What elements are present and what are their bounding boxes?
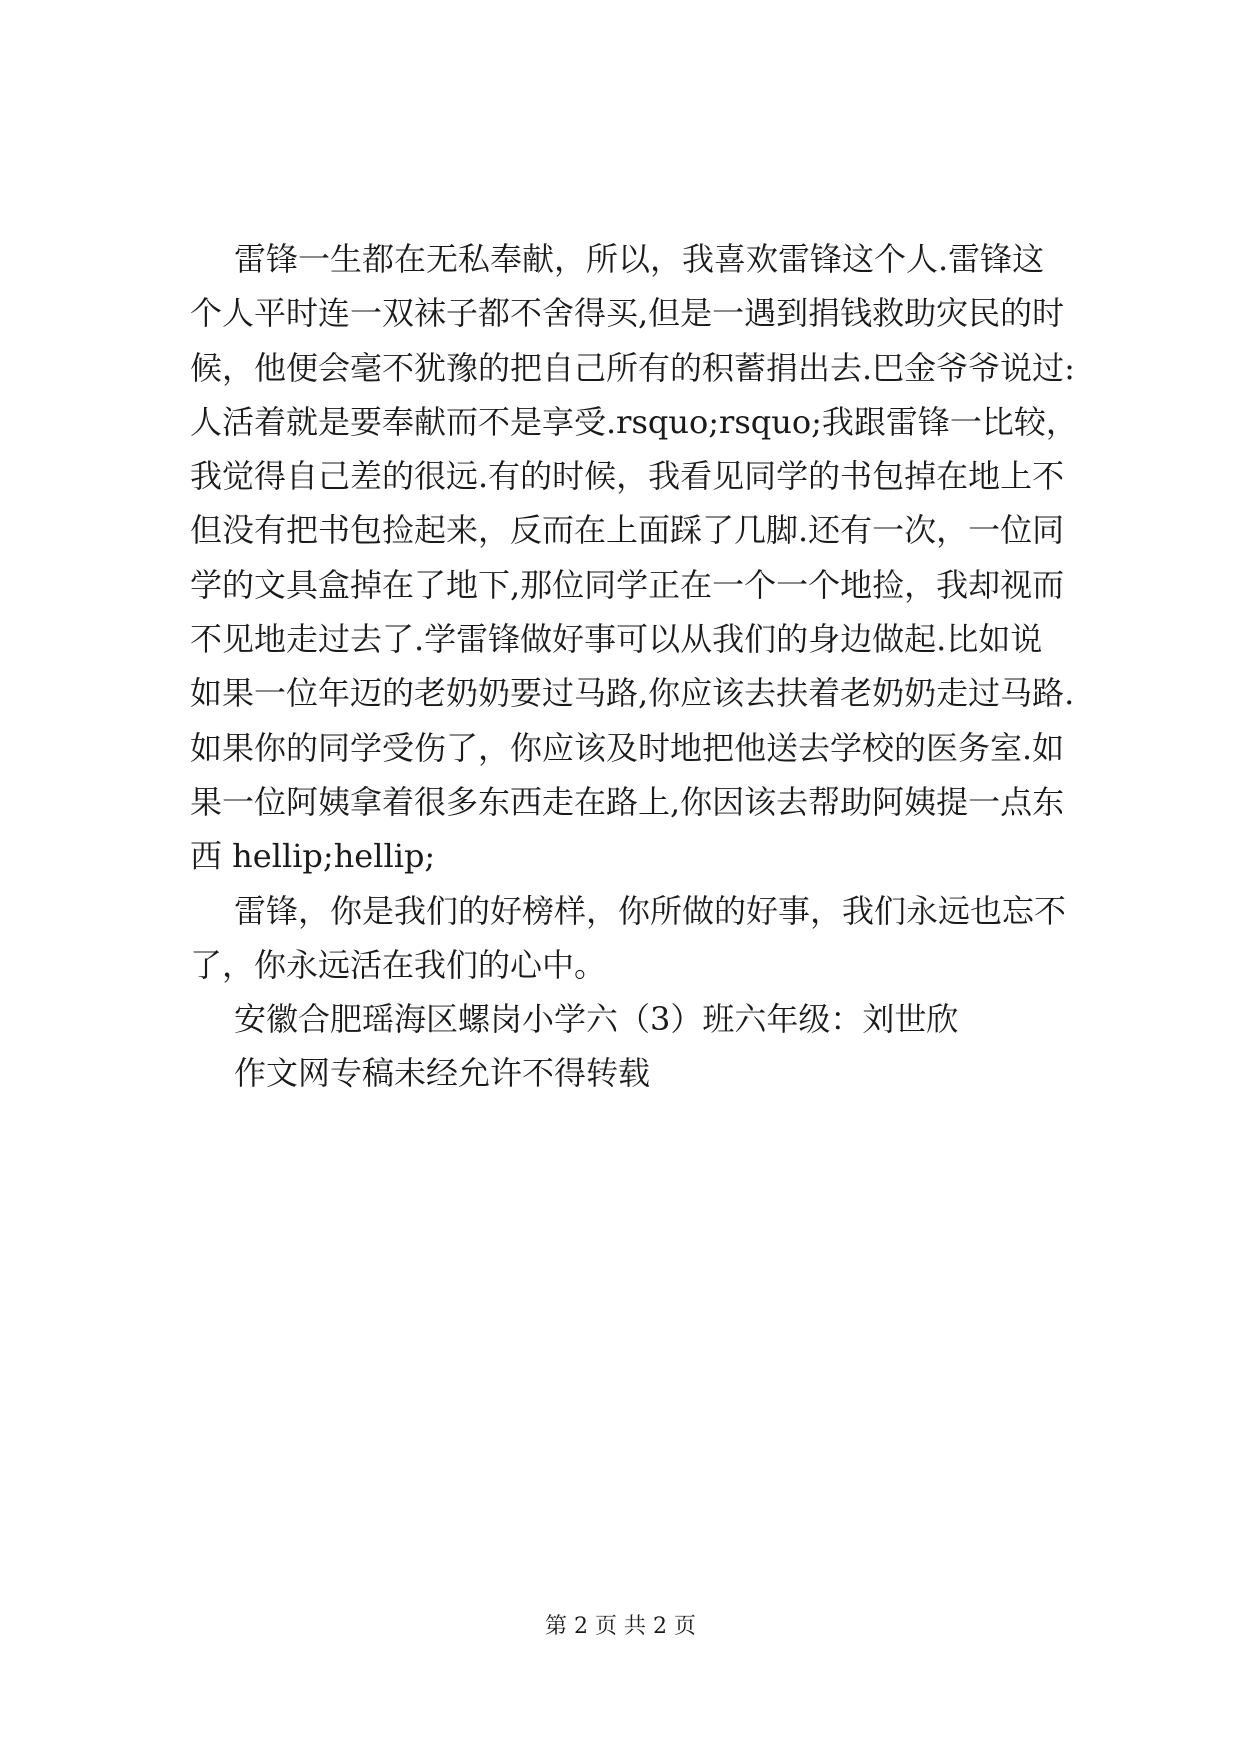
essay-body bbox=[190, 232, 1080, 1101]
paragraph-line: 如果你的同学受伤了，你应该及时地把他送去学校的医务室.如 bbox=[190, 728, 1065, 767]
paragraph-line: 雷锋，你是我们的好榜样，你所做的好事，我们永远也忘不 bbox=[234, 891, 1067, 930]
page-number-footer: 第 2 页 共 2 页 bbox=[545, 1614, 696, 1639]
paragraph-line: 人活着就是要奉献而不是享受.rsquo;rsquo;我跟雷锋一比较， bbox=[190, 402, 1078, 441]
paragraph-line: 果一位阿姨拿着很多东西走在路上,你因该去帮助阿姨提一点东 bbox=[190, 782, 1065, 821]
copyright-notice: 作文网专稿未经允许不得转载 bbox=[234, 1054, 651, 1093]
paragraph-line: 学的文具盒掉在了地下,那位同学正在一个一个地捡，我却视而 bbox=[190, 565, 1065, 604]
paragraph-line: 候，他便会毫不犹豫的把自己所有的积蓄捐出去.巴金爷爷说过: bbox=[190, 348, 1075, 387]
paragraph-line: 如果一位年迈的老奶奶要过马路,你应该去扶着老奶奶走过马路. bbox=[190, 674, 1075, 713]
paragraph-line: 了，你永远活在我们的心中。 bbox=[190, 945, 607, 984]
paragraph-line: 不见地走过去了.学雷锋做好事可以从我们的身边做起.比如说 bbox=[190, 620, 1043, 659]
paragraph-line: 我觉得自己差的很远.有的时候，我看见同学的书包掉在地上不 bbox=[190, 457, 1065, 496]
author-line: 安徽合肥瑶海区螺岗小学六（3）班六年级：刘世欣 bbox=[234, 1000, 959, 1039]
paragraph-line: 个人平时连一双袜子都不舍得买,但是一遇到捐钱救助灾民的时 bbox=[190, 294, 1065, 333]
paragraph-line: 但没有把书包捡起来，反而在上面踩了几脚.还有一次，一位同 bbox=[190, 511, 1065, 550]
paragraph-line: 西 hellip;hellip; bbox=[190, 837, 436, 876]
paragraph-line: 雷锋一生都在无私奉献，所以，我喜欢雷锋这个人.雷锋这 bbox=[234, 240, 1045, 278]
